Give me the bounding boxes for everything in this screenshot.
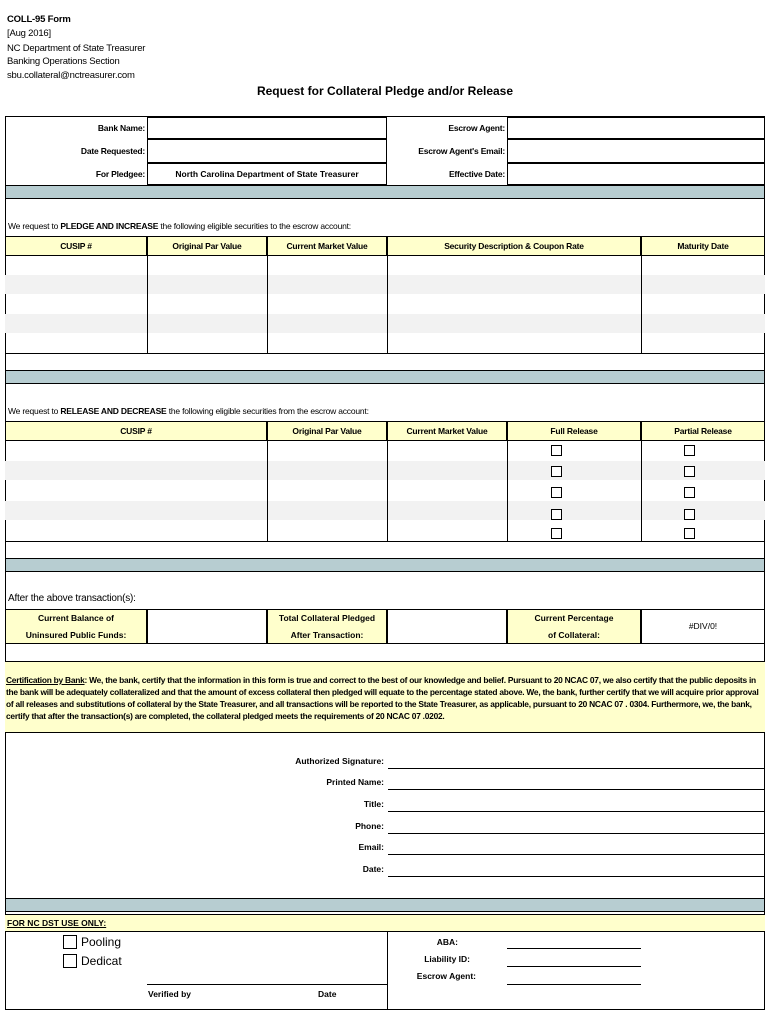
date-requested-label: Date Requested: <box>80 146 145 156</box>
printed-name-line[interactable] <box>388 789 765 790</box>
dst-escrow-agent-label: Escrow Agent: <box>416 971 476 981</box>
email-label: Email: <box>358 842 384 852</box>
escrow-agent-field[interactable] <box>507 117 765 139</box>
phone-label: Phone: <box>355 821 384 831</box>
liability-id-label: Liability ID: <box>424 954 470 964</box>
release-col-full: Full Release <box>507 421 641 441</box>
balance-label: Current Balance of Uninsured Public Funds: <box>5 609 147 644</box>
dst-escrow-agent-line[interactable] <box>507 984 641 985</box>
page-title: Request for Collateral Pledge and/or Release <box>256 84 514 98</box>
pledge-col-market: Current Market Value <box>267 236 387 256</box>
aba-label: ABA: <box>436 937 458 947</box>
effective-date-label: Effective Date: <box>448 169 505 179</box>
dst-header <box>5 914 765 932</box>
pledge-intro: We request to PLEDGE AND INCREASE the following eligible securities to the escrow account: <box>8 221 351 231</box>
bank-name-label: Bank Name: <box>97 123 145 133</box>
section-divider <box>5 185 765 199</box>
partial-release-checkbox[interactable] <box>684 445 695 456</box>
release-col-cusip: CUSIP # <box>5 421 267 441</box>
verified-line[interactable] <box>147 984 387 985</box>
title-line[interactable] <box>388 811 765 812</box>
full-release-checkbox[interactable] <box>551 528 562 539</box>
release-col-market: Current Market Value <box>387 421 507 441</box>
full-release-checkbox[interactable] <box>551 487 562 498</box>
for-pledgee-label: For Pledgee: <box>95 169 145 179</box>
full-release-checkbox[interactable] <box>551 445 562 456</box>
dedicated-label: Dedicat <box>81 954 122 968</box>
partial-release-checkbox[interactable] <box>684 528 695 539</box>
email-line[interactable] <box>388 854 765 855</box>
pledge-col-cusip: CUSIP # <box>5 236 147 256</box>
printed-name-label: Printed Name: <box>326 777 384 787</box>
form-date: [Aug 2016] <box>7 28 51 39</box>
dst-label: FOR NC DST USE ONLY: <box>7 918 107 928</box>
date-line[interactable] <box>388 876 765 877</box>
partial-release-checkbox[interactable] <box>684 466 695 477</box>
total-pledged-field[interactable] <box>387 609 507 644</box>
dept-name: NC Department of State Treasurer <box>7 43 146 54</box>
certification-text: Certification by Bank: We, the bank, certify that the information in this form is true and correct to the best of our knowledge and belief. Pursuant to 20 NCAC 07, we also certify that the public deposits in the bank will be adequately collateralized and that the amount of excess collateral then pledged will equate to the percentage stated above. We, the bank, further certify that we will acquire prior approval of all releases and substitutions of collateral by the State Treasurer, and all transactions will be reported to the State Treasurer, as applicable, pursuant to 20 NCAC 07 . 0304. Furthermore, we, the bank, certify that after the transaction(s) are completed, the collateral pledged meets the requirements of 20 NCAC 07 .0202. <box>6 675 759 721</box>
escrow-email-field[interactable] <box>507 139 765 163</box>
partial-release-checkbox[interactable] <box>684 487 695 498</box>
bank-name-field[interactable] <box>147 117 387 139</box>
pooling-label: Pooling <box>81 935 122 949</box>
partial-release-checkbox[interactable] <box>684 509 695 520</box>
section-divider <box>5 370 765 384</box>
after-intro: After the above transaction(s): <box>8 593 136 604</box>
escrow-email-label: Escrow Agent's Email: <box>418 146 505 156</box>
liability-id-line[interactable] <box>507 966 641 967</box>
percent-value: #DIV/0! <box>641 609 765 644</box>
dedicated-checkbox[interactable] <box>63 954 77 968</box>
pledge-col-maturity: Maturity Date <box>641 236 765 256</box>
effective-date-field[interactable] <box>507 163 765 185</box>
aba-line[interactable] <box>507 948 641 949</box>
pledge-col-par: Original Par Value <box>147 236 267 256</box>
section-name: Banking Operations Section <box>7 56 120 67</box>
pledgee-field: North Carolina Department of State Treasurer <box>147 163 387 185</box>
release-col-partial: Partial Release <box>641 421 765 441</box>
date-label: Date: <box>362 864 384 874</box>
section-divider <box>5 898 765 912</box>
full-release-checkbox[interactable] <box>551 509 562 520</box>
verified-by-label: Verified by <box>148 989 191 999</box>
form-id: COLL-95 Form <box>7 14 71 25</box>
contact-email: sbu.collateral@nctreasurer.com <box>7 70 135 81</box>
escrow-agent-label: Escrow Agent: <box>448 123 505 133</box>
section-divider <box>5 558 765 572</box>
full-release-checkbox[interactable] <box>551 466 562 477</box>
release-col-par: Original Par Value <box>267 421 387 441</box>
title-label: Title: <box>363 799 384 809</box>
pledge-col-desc: Security Description & Coupon Rate <box>387 236 641 256</box>
total-pledged-label: Total Collateral Pledged After Transaction: <box>267 609 387 644</box>
table-row[interactable] <box>5 314 765 333</box>
table-row[interactable] <box>5 275 765 294</box>
release-intro: We request to RELEASE AND DECREASE the following eligible securities from the escrow account: <box>8 406 369 416</box>
table-row[interactable] <box>5 501 765 520</box>
date-requested-field[interactable] <box>147 139 387 163</box>
pooling-checkbox[interactable] <box>63 935 77 949</box>
authorized-signature-label: Authorized Signature: <box>295 756 384 766</box>
balance-field[interactable] <box>147 609 267 644</box>
authorized-signature-line[interactable] <box>388 768 765 769</box>
percent-label: Current Percentage of Collateral: <box>507 609 641 644</box>
verified-date-label: Date <box>318 989 337 999</box>
table-row[interactable] <box>5 461 765 480</box>
phone-line[interactable] <box>388 833 765 834</box>
